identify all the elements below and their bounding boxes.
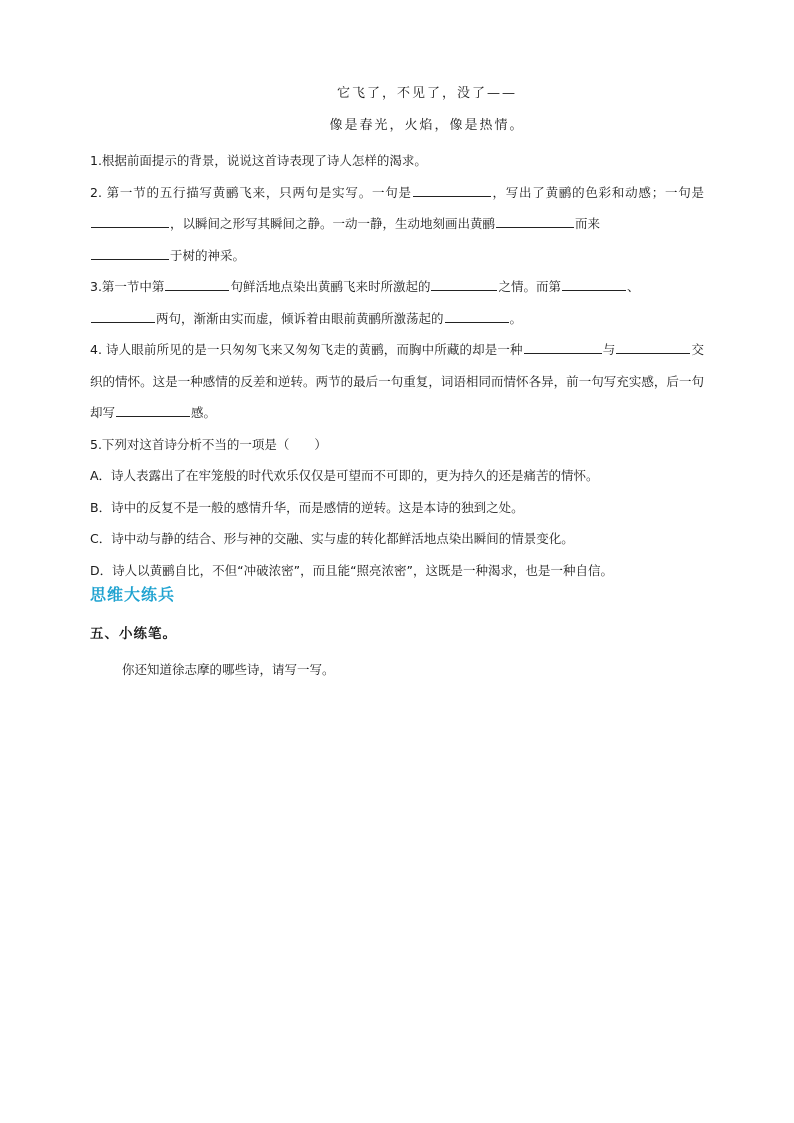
- q4-text-c: 交织的情怀。这是一种感情的反差和逆转。两节的最后一句重复，词语相同而情怀各异，前一句写充实感，后一句却写: [90, 342, 704, 420]
- exercise-prompt: 你还知道徐志摩的哪些诗，请写一写。: [122, 662, 335, 677]
- q2-text-d: 而来: [575, 216, 601, 231]
- q3-text-a: 3.第一节中第: [90, 279, 165, 294]
- question-4: [90, 334, 704, 429]
- q4-text-b: 与: [602, 342, 616, 357]
- q5-option-c: C．诗中动与静的结合、形与神的交融、实与虚的转化都鲜活地点染出瞬间的情景变化。: [90, 531, 574, 546]
- q4-text-a: 4. 诗人眼前所见的是一只匆匆飞来又匆匆飞走的黄鹂，而胸中所藏的却是一种: [90, 342, 523, 357]
- poem-line-1: 它飞了，不见了，没了——: [336, 86, 517, 101]
- q2-text-b: ，写出了黄鹂的色彩和动感；一句是: [491, 184, 704, 200]
- q3-text-d: 、: [626, 279, 640, 294]
- q3-text-e: 两句，渐渐由实而虚，倾诉着由眼前黄鹂所激荡起的: [156, 310, 444, 326]
- q2-blank-1[interactable]: [413, 181, 491, 197]
- q2-text-c: ，以瞬间之形写其瞬间之静。一动一静，生动地刻画出黄鹂: [170, 216, 496, 231]
- question-3: [90, 271, 704, 334]
- q4-blank-2[interactable]: [616, 338, 690, 354]
- poem-line-2: 像是春光，火焰，像是热情。: [329, 118, 525, 133]
- q4-blank-1[interactable]: [524, 338, 602, 354]
- q3-blank-4[interactable]: [91, 307, 155, 323]
- q3-blank-2[interactable]: [431, 275, 497, 291]
- question-2: [90, 177, 704, 272]
- q3-blank-5[interactable]: [445, 307, 509, 323]
- q4-blank-3[interactable]: [116, 401, 190, 417]
- q2-blank-3[interactable]: [496, 212, 574, 228]
- questions-block: [90, 145, 704, 586]
- q5-option-a: A．诗人表露出了在牢笼般的时代欢乐仅仅是可望而不可即的，更为持久的还是痛苦的情怀。: [90, 468, 599, 483]
- question-1: 1.根据前面提示的背景，说说这首诗表现了诗人怎样的渴求。: [90, 153, 427, 168]
- exercise-title: 五、小练笔。: [90, 626, 177, 642]
- question-5-stem: 5.下列对这首诗分析不当的一项是（ ）: [90, 436, 327, 452]
- q3-text-c: 之情。而第: [498, 279, 561, 294]
- q5-option-b: B．诗中的反复不是一般的感情升华，而是感情的逆转。这是本诗的独到之处。: [90, 499, 524, 515]
- q5-option-d: D．诗人以黄鹂自比，不但“冲破浓密”，而且能“照亮浓密”，这既是一种渴求，也是一种自信。: [90, 562, 614, 578]
- q2-blank-4[interactable]: [91, 244, 169, 260]
- section-title: 思维大练兵: [90, 585, 176, 604]
- q3-blank-1[interactable]: [165, 275, 229, 291]
- q4-text-d: 感。: [191, 405, 217, 420]
- q2-blank-2[interactable]: [91, 212, 169, 228]
- q3-text-b: 句鲜活地点染出黄鹂飞来时所激起的: [230, 279, 431, 294]
- q2-text-a: 2. 第一节的五行描写黄鹂飞来，只两句是实写。一句是: [90, 184, 412, 200]
- q3-blank-3[interactable]: [562, 275, 626, 291]
- q2-text-e: 于树的神采。: [170, 247, 246, 263]
- q3-text-f: 。: [509, 310, 523, 326]
